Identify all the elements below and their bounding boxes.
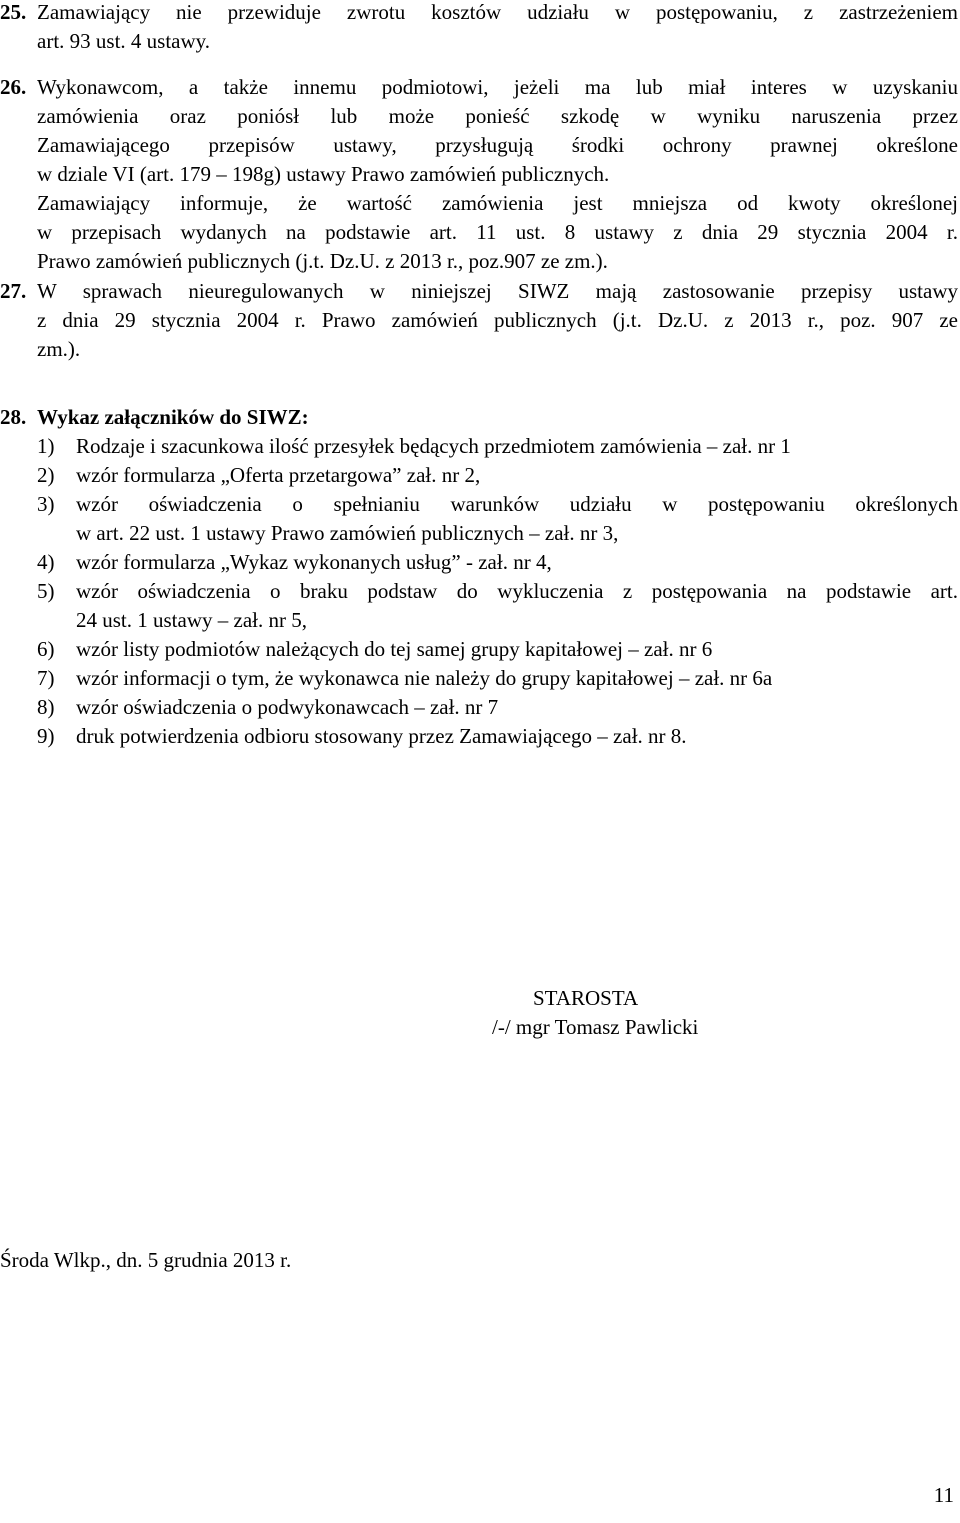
list-item-text: wzór oświadczenia o braku podstaw do wykluczenia z postępowania na podstawie art. (76, 579, 958, 603)
text-line: Zamawiającego przepisów ustawy, przysługują środki ochrony prawnej określone (37, 133, 958, 157)
text-line: Zamawiający informuje, że wartość zamówienia jest mniejsza od kwoty określonej (37, 191, 958, 215)
list-item (37, 490, 958, 548)
list-item-text: wzór formularza „Wykaz wykonanych usług” - zał. nr 4, (76, 550, 552, 574)
list-item-text: Rodzaje i szacunkowa ilość przesyłek będących przedmiotem zamówienia – zał. nr 1 (76, 434, 791, 458)
list-item-text: druk potwierdzenia odbioru stosowany przez Zamawiającego – zał. nr 8. (76, 724, 687, 748)
section-text (37, 0, 958, 56)
section-number: 28. (0, 405, 27, 429)
list-item (37, 664, 958, 693)
section-text (37, 73, 958, 276)
section-number: 26. (0, 75, 27, 99)
list-item-text: wzór oświadczenia o spełnianiu warunków udziału w postępowaniu określonych (76, 492, 958, 516)
list-item-index: 7) (37, 666, 55, 690)
text-line: zm.). (37, 337, 81, 361)
list-item (37, 432, 958, 461)
list-item-index: 6) (37, 637, 55, 661)
signature-title: STAROSTA (533, 986, 639, 1010)
section-number: 25. (0, 0, 27, 24)
text-line: Zamawiający nie przewiduje zwrotu kosztów udziału w postępowaniu, z zastrzeżeniem (37, 0, 958, 24)
page-number: 11 (933, 1483, 954, 1507)
text-line: Prawo zamówień publicznych (j.t. Dz.U. z 2013 r., poz.907 ze zm.). (37, 249, 608, 273)
section-text (37, 403, 958, 751)
list-item-text: w art. 22 ust. 1 ustawy Prawo zamówień publicznych – zał. nr 3, (76, 521, 619, 545)
list-item (37, 577, 958, 635)
place-date: Środa Wlkp., dn. 5 grudnia 2013 r. (0, 1248, 292, 1272)
text-line: art. 93 ust. 4 ustawy. (37, 29, 211, 53)
section-27 (0, 277, 958, 364)
list-item-index: 3) (37, 492, 55, 516)
text-line: zamówienia oraz poniósł lub może ponieść szkodę w wyniku naruszenia przez (37, 104, 958, 128)
list-item-text: wzór listy podmiotów należących do tej samej grupy kapitałowej – zał. nr 6 (76, 637, 713, 661)
attachments-heading: Wykaz załączników do SIWZ: (37, 405, 309, 429)
text-line: z dnia 29 stycznia 2004 r. Prawo zamówień publicznych (j.t. Dz.U. z 2013 r., poz. 907 ze (37, 308, 958, 332)
list-item-index: 9) (37, 724, 55, 748)
list-item-index: 8) (37, 695, 55, 719)
section-28 (0, 403, 958, 751)
attachments-list (37, 432, 958, 751)
list-item (37, 635, 958, 664)
list-item-index: 4) (37, 550, 55, 574)
section-26 (0, 73, 958, 276)
text-line: W sprawach nieuregulowanych w niniejszej SIWZ mają zastosowanie przepisy ustawy (37, 279, 958, 303)
list-item (37, 461, 958, 490)
text-line: Wykonawcom, a także innemu podmiotowi, jeżeli ma lub miał interes w uzyskaniu (37, 75, 958, 99)
signature-name: /-/ mgr Tomasz Pawlicki (492, 1015, 699, 1039)
list-item-text: wzór formularza „Oferta przetargowa” zał. nr 2, (76, 463, 481, 487)
section-number: 27. (0, 279, 27, 303)
signature-block (492, 984, 752, 1042)
list-item (37, 693, 958, 722)
list-item-text: wzór informacji o tym, że wykonawca nie należy do grupy kapitałowej – zał. nr 6a (76, 666, 773, 690)
list-item-text: 24 ust. 1 ustawy – zał. nr 5, (76, 608, 307, 632)
section-text (37, 277, 958, 364)
list-item-index: 1) (37, 434, 55, 458)
section-25 (0, 0, 958, 56)
list-item (37, 722, 958, 751)
text-line: w dziale VI (art. 179 – 198g) ustawy Prawo zamówień publicznych. (37, 162, 610, 186)
text-line: w przepisach wydanych na podstawie art. 11 ust. 8 ustawy z dnia 29 stycznia 2004 r. (37, 220, 958, 244)
list-item (37, 548, 958, 577)
list-item-index: 5) (37, 579, 55, 603)
list-item-text: wzór oświadczenia o podwykonawcach – zał. nr 7 (76, 695, 499, 719)
list-item-index: 2) (37, 463, 55, 487)
